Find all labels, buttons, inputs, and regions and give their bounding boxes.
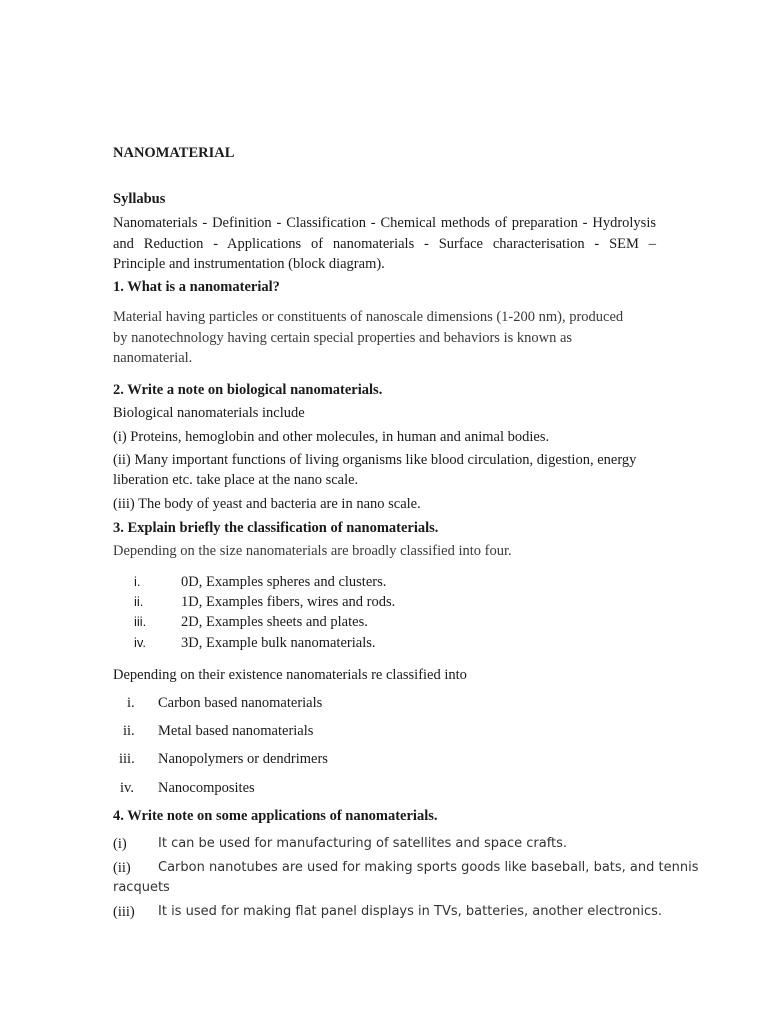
application-text: Carbon nanotubes are used for making sports goods like baseball, bats, and tennis [158, 860, 699, 875]
existence-list-number: iii. [119, 751, 135, 767]
application-continuation: racquets [113, 880, 170, 895]
application-text: It is used for making flat panel displays in TVs, batteries, another electronics. [158, 904, 663, 919]
answer-1-line: nanomaterial. [113, 350, 193, 366]
application-number: (iii) [113, 904, 135, 920]
existence-list-number: i. [127, 695, 135, 711]
size-list-text: 0D, Examples spheres and clusters. [181, 574, 387, 590]
syllabus-line: and Reduction - Applications of nanomaterials - Surface characterisation - SEM – [113, 236, 656, 252]
syllabus-line: Principle and instrumentation (block diagram). [113, 256, 385, 272]
answer-2-item: (i) Proteins, hemoglobin and other molecules, in human and animal bodies. [113, 429, 550, 445]
answer-1-line: Material having particles or constituents of nanoscale dimensions (1-200 nm), produced [113, 309, 624, 325]
size-list-number: iv. [134, 635, 147, 650]
size-list-number: iii. [134, 614, 147, 629]
size-list-number: ii. [134, 594, 144, 609]
existence-list-number: ii. [123, 723, 135, 739]
size-classification-intro: Depending on the size nanomaterials are broadly classified into four. [113, 543, 512, 559]
question-3: 3. Explain briefly the classification of nanomaterials. [113, 520, 439, 536]
size-list-number: i. [134, 574, 141, 589]
existence-list-text: Metal based nanomaterials [158, 723, 314, 739]
application-text: It can be used for manufacturing of satellites and space crafts. [158, 836, 568, 851]
size-list-text: 3D, Example bulk nanomaterials. [181, 635, 376, 651]
page-title: NANOMATERIAL [113, 145, 235, 161]
question-2: 2. Write a note on biological nanomaterials. [113, 382, 383, 398]
question-4: 4. Write note on some applications of nanomaterials. [113, 808, 438, 824]
answer-1-line: by nanotechnology having certain special properties and behaviors is known as [113, 330, 573, 346]
syllabus-heading: Syllabus [113, 191, 166, 207]
application-number: (i) [113, 836, 127, 852]
answer-2-item: (ii) Many important functions of living organisms like blood circulation, digestion, energy [113, 452, 637, 468]
question-1: 1. What is a nanomaterial? [113, 279, 280, 295]
existence-list-text: Nanocomposites [158, 780, 255, 796]
answer-2-item: (iii) The body of yeast and bacteria are in nano scale. [113, 496, 421, 512]
syllabus-line: Nanomaterials - Definition - Classification - Chemical methods of preparation - Hydrolysis [113, 215, 656, 231]
size-list-text: 1D, Examples fibers, wires and rods. [181, 594, 396, 610]
answer-2-item: liberation etc. take place at the nano scale. [113, 472, 359, 488]
existence-list-text: Nanopolymers or dendrimers [158, 751, 328, 767]
application-number: (ii) [113, 860, 131, 876]
size-list-text: 2D, Examples sheets and plates. [181, 614, 368, 630]
existence-classification-intro: Depending on their existence nanomaterials re classified into [113, 667, 467, 683]
existence-list-number: iv. [120, 780, 134, 796]
answer-2-intro: Biological nanomaterials include [113, 405, 305, 421]
existence-list-text: Carbon based nanomaterials [158, 695, 323, 711]
